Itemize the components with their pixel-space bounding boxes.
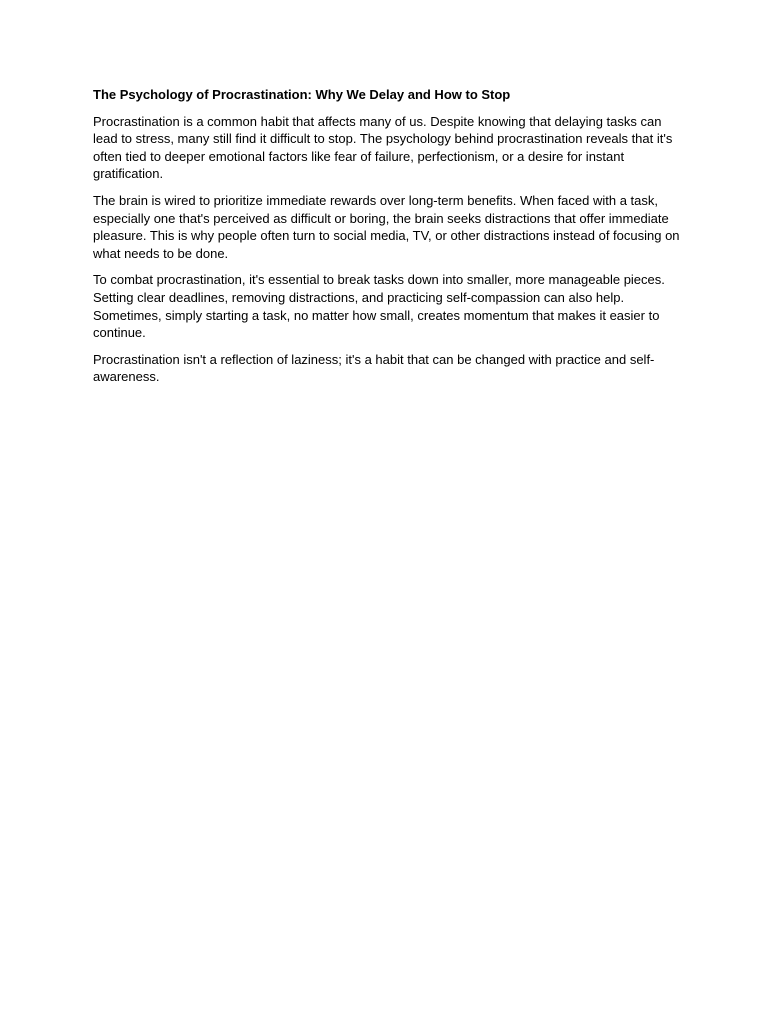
paragraph-brain: The brain is wired to prioritize immediate rewards over long-term benefits. When faced with a task, especially one that's perceived as difficult or boring, the brain seeks distractions that offer immediate pleasure. This is why people often turn to social media, TV, or other distractions instead of focusing on what needs to be done. bbox=[93, 192, 680, 261]
document-body bbox=[93, 86, 683, 395]
paragraph-combat: To combat procrastination, it's essential to break tasks down into smaller, more manageable pieces. Setting clear deadlines, removing distractions, and practicing self-compassion can also help. Sometimes, simply starting a task, no matter how small, creates momentum that makes it easier to continue. bbox=[93, 272, 665, 341]
document-title: The Psychology of Procrastination: Why We Delay and How to Stop bbox=[93, 87, 511, 102]
paragraph-intro: Procrastination is a common habit that affects many of us. Despite knowing that delaying tasks can lead to stress, many still find it difficult to stop. The psychology behind procrastination reveals that it's often tied to deeper emotional factors like fear of failure, perfectionism, or a desire for instant gratification. bbox=[93, 113, 673, 182]
paragraph-conclusion: Procrastination isn't a reflection of laziness; it's a habit that can be changed with practice and self-awareness. bbox=[93, 351, 655, 385]
